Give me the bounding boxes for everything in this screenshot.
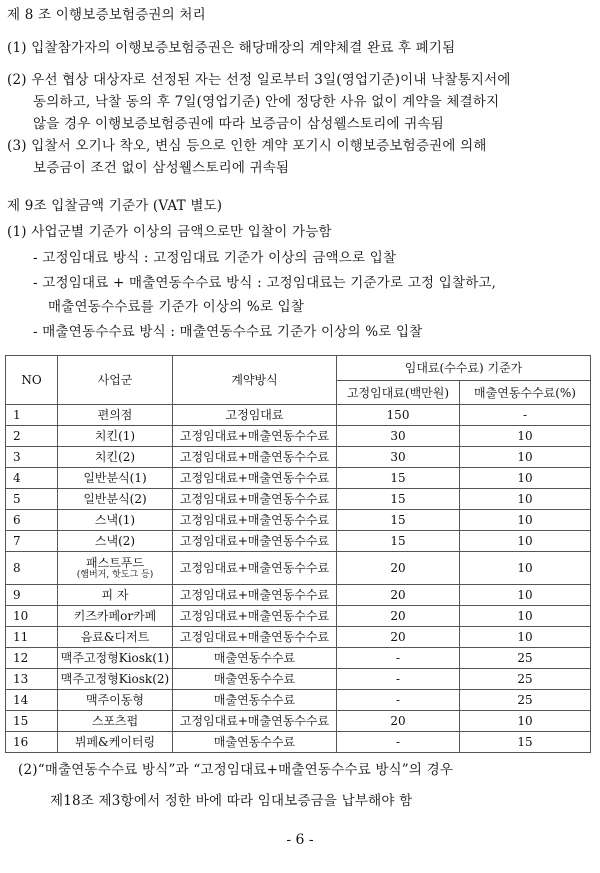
- row-fixed-rent-cell: [337, 627, 460, 648]
- row-no-cell-text: 16: [13, 735, 29, 749]
- row-sales-fee-cell: [460, 426, 591, 447]
- article-8-item-2-line-1: (2) 우선 협상 대상자로 선정된 자는 선정 일로부터 3일(영업기준)이내 낙찰통지서에: [7, 72, 511, 88]
- row-no-cell-text: 8: [13, 561, 21, 575]
- row-business-cell-text: 스낵(1): [94, 513, 136, 527]
- row-no-cell-text: 14: [13, 693, 29, 707]
- row-contract-cell: [173, 606, 337, 627]
- row-business-cell: [58, 531, 173, 552]
- table-row: [6, 732, 591, 753]
- row-business-cell: [58, 447, 173, 468]
- row-business-cell: [58, 732, 173, 753]
- article-9-bullet-2-line-2: 매출연동수수료를 기준가 이상의 %로 입찰: [48, 299, 305, 315]
- row-no-cell: [6, 711, 58, 732]
- row-business-cell-text: 키즈카페or카페: [73, 609, 157, 623]
- row-contract-cell: [173, 690, 337, 711]
- row-contract-cell: [173, 627, 337, 648]
- row-contract-cell-text: 고정임대료+매출연동수수료: [179, 534, 330, 548]
- row-fixed-rent-cell: [337, 552, 460, 585]
- row-no-cell: [6, 552, 58, 585]
- row-sales-fee-cell: [460, 585, 591, 606]
- row-no-cell-text: 5: [13, 492, 21, 506]
- row-no-cell-text: 2: [13, 429, 21, 443]
- row-fixed-rent-cell: [337, 531, 460, 552]
- row-contract-cell-text: 고정임대료: [225, 408, 284, 422]
- row-sales-fee-cell: [460, 732, 591, 753]
- row-business-cell-text: 맥주고정형Kiosk(1): [60, 651, 170, 665]
- row-sales-fee-cell-text: 25: [517, 693, 533, 707]
- row-sales-fee-cell: [460, 531, 591, 552]
- table-row: [6, 690, 591, 711]
- row-sales-fee-cell: [460, 552, 591, 585]
- row-sales-fee-cell-text: 10: [517, 561, 533, 575]
- row-fixed-rent-cell: [337, 648, 460, 669]
- row-sales-fee-cell-text: 25: [517, 672, 533, 686]
- row-fixed-rent-cell-text: -: [395, 672, 401, 686]
- table-row: [6, 447, 591, 468]
- table-row: [6, 669, 591, 690]
- row-no-cell: [6, 648, 58, 669]
- row-no-cell-text: 12: [13, 651, 29, 665]
- row-business-cell: [58, 711, 173, 732]
- row-no-cell: [6, 489, 58, 510]
- row-no-cell: [6, 426, 58, 447]
- row-fixed-rent-cell-text: 15: [390, 471, 406, 485]
- row-contract-cell-text: 매출연동수수료: [213, 693, 296, 707]
- row-sales-fee-cell: [460, 669, 591, 690]
- row-contract-cell: [173, 585, 337, 606]
- row-business-cell-text: 맥주고정형Kiosk(2): [60, 672, 170, 686]
- header-sales-fee: 매출연동수수료(%): [460, 381, 591, 405]
- row-contract-cell: [173, 468, 337, 489]
- row-fixed-rent-cell-text: 20: [390, 630, 406, 644]
- row-fixed-rent-cell-text: 15: [390, 534, 406, 548]
- row-contract-cell: [173, 489, 337, 510]
- row-contract-cell-text: 매출연동수수료: [213, 651, 296, 665]
- row-fixed-rent-cell-text: 30: [390, 450, 406, 464]
- row-fixed-rent-cell-text: 20: [390, 714, 406, 728]
- row-no-cell: [6, 627, 58, 648]
- table-row: [6, 468, 591, 489]
- row-contract-cell-text: 고정임대료+매출연동수수료: [179, 561, 330, 575]
- row-contract-cell-text: 고정임대료+매출연동수수료: [179, 450, 330, 464]
- page-number: - 6 -: [286, 832, 314, 848]
- row-fixed-rent-cell-text: 20: [390, 588, 406, 602]
- row-sales-fee-cell: [460, 627, 591, 648]
- row-contract-cell: [173, 648, 337, 669]
- row-sales-fee-cell-text: 25: [517, 651, 533, 665]
- article-8-item-1: (1) 입찰참가자의 이행보증보험증권은 해당매장의 계약체결 완료 후 폐기됨: [7, 40, 456, 56]
- row-no-cell-text: 15: [13, 714, 29, 728]
- article-9-bullet-3: - 매출연동수수료 방식 : 매출연동수수료 기준가 이상의 %로 입찰: [33, 324, 423, 340]
- table-row: [6, 585, 591, 606]
- row-fixed-rent-cell-text: 15: [390, 492, 406, 506]
- row-contract-cell-text: 고정임대료+매출연동수수료: [179, 630, 330, 644]
- row-sales-fee-cell: [460, 405, 591, 426]
- row-fixed-rent-cell-text: -: [395, 735, 401, 749]
- row-no-cell: [6, 690, 58, 711]
- row-business-cell-text: 패스트푸드: [86, 555, 144, 570]
- row-business-cell: [58, 690, 173, 711]
- row-business-cell: [58, 627, 173, 648]
- row-business-cell: [58, 426, 173, 447]
- article-8-item-2-line-2: 동의하고, 낙찰 동의 후 7일(영업기준) 안에 정당한 사유 없이 계약을 체결하지: [33, 94, 500, 110]
- row-business-cell-text: 피 자: [101, 588, 129, 602]
- article-9-item-1: (1) 사업군별 기준가 이상의 금액으로만 입찰이 가능함: [7, 224, 332, 240]
- row-contract-cell: [173, 405, 337, 426]
- row-business-cell-text: 음료&디저트: [80, 630, 150, 644]
- row-contract-cell-text: 매출연동수수료: [213, 735, 296, 749]
- row-fixed-rent-cell: [337, 732, 460, 753]
- header-rent-group: 임대료(수수료) 기준가: [337, 356, 591, 381]
- header-contract: 계약방식: [173, 356, 337, 405]
- row-fixed-rent-cell: [337, 690, 460, 711]
- table-row: [6, 606, 591, 627]
- row-contract-cell-text: 고정임대료+매출연동수수료: [179, 492, 330, 506]
- article-9-bullet-1: - 고정임대료 방식 : 고정임대료 기준가 이상의 금액으로 입찰: [33, 250, 397, 266]
- row-contract-cell: [173, 669, 337, 690]
- row-fixed-rent-cell: [337, 426, 460, 447]
- row-sales-fee-cell-text: 10: [517, 588, 533, 602]
- row-fixed-rent-cell-text: 30: [390, 429, 406, 443]
- row-fixed-rent-cell-text: 20: [390, 609, 406, 623]
- article-9-item-2-line-2: 제18조 제3항에서 정한 바에 따라 임대보증금을 납부해야 함: [50, 793, 413, 809]
- table-row: [6, 426, 591, 447]
- row-contract-cell-text: 고정임대료+매출연동수수료: [179, 714, 330, 728]
- row-sales-fee-cell: [460, 489, 591, 510]
- row-sales-fee-cell: [460, 648, 591, 669]
- row-no-cell-text: 3: [13, 450, 21, 464]
- row-business-cell-text: 일반분식(1): [83, 471, 147, 485]
- row-no-cell: [6, 585, 58, 606]
- row-no-cell: [6, 669, 58, 690]
- row-fixed-rent-cell: [337, 669, 460, 690]
- row-sales-fee-cell: [460, 606, 591, 627]
- row-business-cell-text: 편의점: [97, 408, 133, 422]
- row-fixed-rent-cell: [337, 405, 460, 426]
- article-8-item-2-line-3: 않을 경우 이행보증보험증권에 따라 보증금이 삼성웰스토리에 귀속됨: [33, 116, 444, 132]
- row-sales-fee-cell-text: 10: [517, 534, 533, 548]
- row-no-cell-text: 13: [13, 672, 29, 686]
- row-fixed-rent-cell-text: 15: [390, 513, 406, 527]
- row-fixed-rent-cell: [337, 468, 460, 489]
- row-business-cell-text: 스낵(2): [94, 534, 136, 548]
- row-fixed-rent-cell-text: 20: [390, 561, 406, 575]
- row-contract-cell-text: 고정임대료+매출연동수수료: [179, 429, 330, 443]
- table-row: [6, 552, 591, 585]
- row-business-subtext: (햄버거, 핫도그 등): [76, 569, 154, 580]
- row-sales-fee-cell-text: -: [522, 408, 528, 422]
- row-fixed-rent-cell: [337, 585, 460, 606]
- table-row: [6, 627, 591, 648]
- row-no-cell: [6, 531, 58, 552]
- row-contract-cell: [173, 531, 337, 552]
- row-no-cell-text: 4: [13, 471, 21, 485]
- row-sales-fee-cell-text: 10: [517, 450, 533, 464]
- article-8-heading: 제 8 조 이행보증보험증권의 처리: [7, 7, 206, 23]
- row-business-cell-text: 스포츠펍: [91, 714, 139, 728]
- row-business-cell-text: 일반분식(2): [83, 492, 147, 506]
- row-no-cell: [6, 468, 58, 489]
- row-sales-fee-cell: [460, 447, 591, 468]
- row-fixed-rent-cell-text: 150: [386, 408, 410, 422]
- header-fixed-rent: 고정임대료(백만원): [337, 381, 460, 405]
- row-business-cell: [58, 489, 173, 510]
- row-no-cell: [6, 606, 58, 627]
- row-no-cell-text: 7: [13, 534, 21, 548]
- row-fixed-rent-cell: [337, 489, 460, 510]
- row-business-cell: [58, 552, 173, 585]
- row-sales-fee-cell-text: 15: [517, 735, 533, 749]
- row-no-cell: [6, 510, 58, 531]
- table-row: [6, 531, 591, 552]
- article-9-item-2-line-1: (2)“매출연동수수료 방식”과 “고정임대료+매출연동수수료 방식”의 경우: [18, 762, 454, 778]
- article-9-bullet-2-line-1: - 고정임대료 + 매출연동수수료 방식 : 고정임대료는 기준가로 고정 입찰하고,: [33, 275, 497, 291]
- row-no-cell-text: 9: [13, 588, 21, 602]
- row-contract-cell-text: 고정임대료+매출연동수수료: [179, 588, 330, 602]
- row-no-cell: [6, 447, 58, 468]
- row-sales-fee-cell-text: 10: [517, 429, 533, 443]
- row-business-cell: [58, 585, 173, 606]
- row-sales-fee-cell: [460, 468, 591, 489]
- row-business-cell: [58, 606, 173, 627]
- row-business-cell-text: 맥주이동형: [86, 693, 144, 707]
- row-no-cell: [6, 405, 58, 426]
- row-contract-cell: [173, 711, 337, 732]
- row-fixed-rent-cell-text: -: [395, 651, 401, 665]
- row-sales-fee-cell-text: 10: [517, 714, 533, 728]
- row-business-cell: [58, 468, 173, 489]
- row-no-cell: [6, 732, 58, 753]
- row-contract-cell: [173, 447, 337, 468]
- row-contract-cell-text: 고정임대료+매출연동수수료: [179, 609, 330, 623]
- row-no-cell-text: 6: [13, 513, 21, 527]
- header-business: 사업군: [58, 356, 173, 405]
- row-fixed-rent-cell-text: -: [395, 693, 401, 707]
- row-sales-fee-cell: [460, 510, 591, 531]
- row-sales-fee-cell: [460, 711, 591, 732]
- table-row: [6, 510, 591, 531]
- row-fixed-rent-cell: [337, 510, 460, 531]
- row-contract-cell: [173, 732, 337, 753]
- header-no: NO: [6, 356, 58, 405]
- row-sales-fee-cell-text: 10: [517, 492, 533, 506]
- row-contract-cell-text: 고정임대료+매출연동수수료: [179, 471, 330, 485]
- table-row: [6, 405, 591, 426]
- table-row: [6, 648, 591, 669]
- row-business-cell: [58, 510, 173, 531]
- row-no-cell-text: 10: [13, 609, 29, 623]
- row-business-cell: [58, 669, 173, 690]
- table-row: [6, 489, 591, 510]
- row-contract-cell: [173, 552, 337, 585]
- rent-criteria-table: [5, 355, 591, 753]
- article-8-item-3-line-1: (3) 입찰서 오기나 착오, 변심 등으로 인한 계약 포기시 이행보증보험증권에 의해: [7, 138, 487, 154]
- row-sales-fee-cell-text: 10: [517, 609, 533, 623]
- row-fixed-rent-cell: [337, 711, 460, 732]
- row-fixed-rent-cell: [337, 606, 460, 627]
- row-fixed-rent-cell: [337, 447, 460, 468]
- row-business-cell: [58, 405, 173, 426]
- row-business-cell-text: 뷔페&케이터링: [74, 735, 156, 749]
- article-9-heading: 제 9조 입찰금액 기준가 (VAT 별도): [7, 198, 223, 214]
- row-contract-cell: [173, 510, 337, 531]
- row-contract-cell-text: 고정임대료+매출연동수수료: [179, 513, 330, 527]
- row-business-cell: [58, 648, 173, 669]
- article-8-item-3-line-2: 보증금이 조건 없이 삼성웰스토리에 귀속됨: [33, 160, 290, 176]
- table-row: [6, 711, 591, 732]
- row-business-cell-text: 치킨(2): [94, 450, 136, 464]
- row-sales-fee-cell: [460, 690, 591, 711]
- row-sales-fee-cell-text: 10: [517, 630, 533, 644]
- row-no-cell-text: 1: [13, 408, 21, 422]
- row-sales-fee-cell-text: 10: [517, 471, 533, 485]
- row-contract-cell: [173, 426, 337, 447]
- row-contract-cell-text: 매출연동수수료: [213, 672, 296, 686]
- row-sales-fee-cell-text: 10: [517, 513, 533, 527]
- row-business-cell-text: 치킨(1): [94, 429, 136, 443]
- row-no-cell-text: 11: [13, 630, 29, 644]
